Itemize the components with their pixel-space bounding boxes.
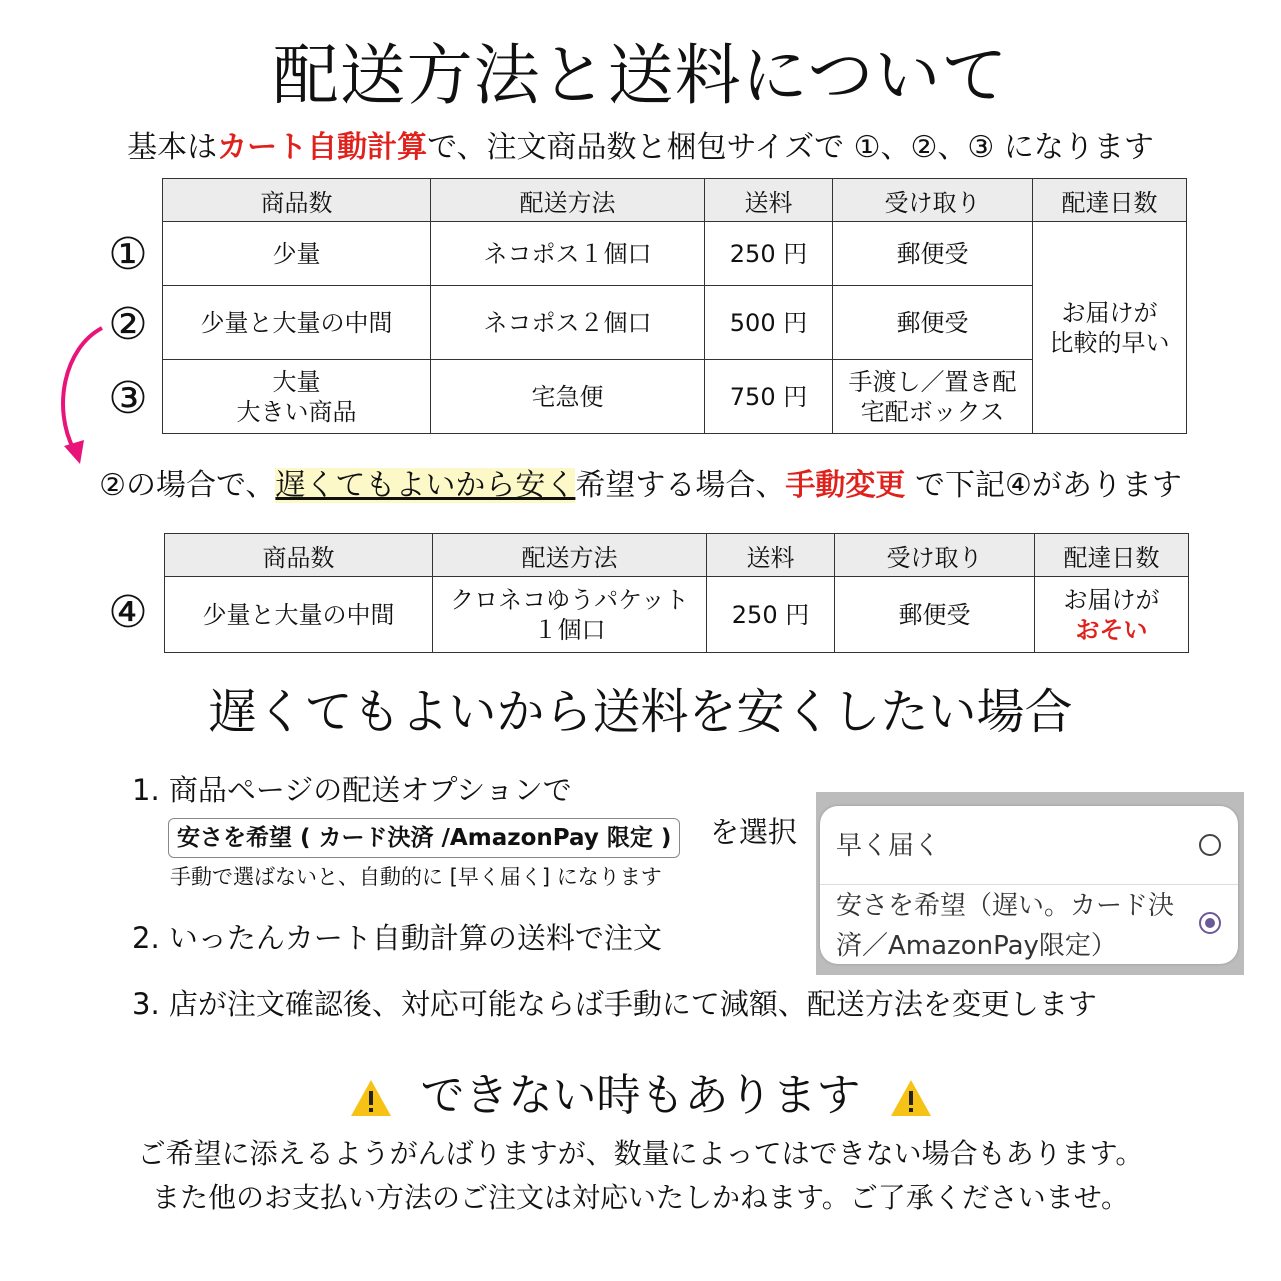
days-line2: おそい [1075,615,1148,644]
header-method: 配送方法 [433,534,707,577]
cell-days [1035,577,1189,653]
days-line2: 比較的早い [1049,328,1170,357]
cell-qty: 少量と大量の中間 [163,286,431,360]
days-line1: お届けが [1063,585,1160,614]
step-2: 2. いったんカート自動計算の送料で注文 [132,921,662,955]
intro-before: 基本は [127,130,218,165]
qty-line2: 大きい商品 [236,397,357,426]
cell-receive: 郵便受 [835,577,1035,653]
shipping-table [162,178,1187,434]
cell-method [433,577,707,653]
option-cheap[interactable]: 安さを希望（遅い。カード決済／AmazonPay限定） [836,891,1175,961]
option-divider [820,884,1238,885]
radio-selected-icon[interactable] [1199,912,1221,934]
warning-text: できない時もあります [420,1070,861,1121]
cell-method: 宅急便 [431,360,705,434]
step-1: 1. 商品ページの配送オプションで [132,773,572,807]
days-line1: お届けが [1061,298,1158,327]
row-marker-3: ③ [108,373,148,424]
cell-receive [833,360,1033,434]
step-1-after: を選択 [710,815,798,849]
table-header-row [165,534,1189,577]
table-header-row [163,179,1187,222]
row-marker-4: ④ [108,587,148,638]
cell-fee: 250 円 [707,577,835,653]
qty-line1: 大量 [272,367,321,396]
warning-heading [0,1066,1281,1126]
cell-fee: 250 円 [705,222,833,286]
note-part2: 希望する場合、 [575,468,786,503]
cell-qty: 少量と大量の中間 [165,577,433,653]
step-1-sub: 手動で選ばないと、自動的に [早く届く] になります [170,865,662,889]
header-qty: 商品数 [163,179,431,222]
header-fee: 送料 [707,534,835,577]
warning-icon [349,1078,393,1118]
method-line2: １個口 [533,615,606,644]
note-highlight: 遅くてもよいから安く [275,468,576,503]
shipping-option-pill: 安さを希望 ( カード決済 /AmazonPay 限定 ) [168,818,680,858]
note-text [0,466,1281,506]
warning-icon [889,1078,933,1118]
intro-text [0,128,1281,168]
intro-highlight: カート自動計算 [217,130,428,165]
cell-qty: 少量 [163,222,431,286]
row-marker-2: ② [108,299,148,350]
table-row [163,222,1187,286]
step-3: 3. 店が注文確認後、対応可能ならば手動にて減額、配送方法を変更します [132,987,1097,1021]
page-title: 配送方法と送料について [272,37,1009,114]
section-title: 遅くてもよいから送料を安くしたい場合 [208,684,1073,740]
receive-line1: 手渡し／置き配 [848,367,1017,396]
cell-receive: 郵便受 [833,286,1033,360]
method-line1: クロネコゆうパケット [450,585,689,614]
cell-qty [163,360,431,434]
footer-line-2: また他のお支払い方法のご注文は対応いたしかねます。ご了承くださいませ。 [152,1181,1129,1214]
cell-fee: 750 円 [705,360,833,434]
cell-method: ネコポス２個口 [431,286,705,360]
header-qty: 商品数 [165,534,433,577]
header-receive: 受け取り [833,179,1033,222]
cell-fee: 500 円 [705,286,833,360]
cell-method: ネコポス１個口 [431,222,705,286]
note-part1: ②の場合で、 [99,468,276,503]
option-fast[interactable]: 早く届く [836,831,941,861]
cell-days [1033,222,1187,434]
table-row [165,577,1189,653]
receive-line2: 宅配ボックス [860,397,1005,426]
note-red: 手動変更 [785,468,906,503]
header-days: 配達日数 [1035,534,1189,577]
radio-empty-icon[interactable] [1199,834,1221,856]
row-marker-1: ① [108,229,148,280]
cell-receive: 郵便受 [833,222,1033,286]
curved-arrow-icon [44,318,114,470]
alt-shipping-table [164,533,1189,653]
header-receive: 受け取り [835,534,1035,577]
note-part3: で下記④があります [905,468,1182,503]
header-days: 配達日数 [1033,179,1187,222]
intro-after: で、注文商品数と梱包サイズで ①、②、③ になります [427,130,1154,165]
header-method: 配送方法 [431,179,705,222]
footer-line-1: ご希望に添えるようがんばりますが、数量によってはできない場合もあります。 [137,1137,1144,1170]
header-fee: 送料 [705,179,833,222]
